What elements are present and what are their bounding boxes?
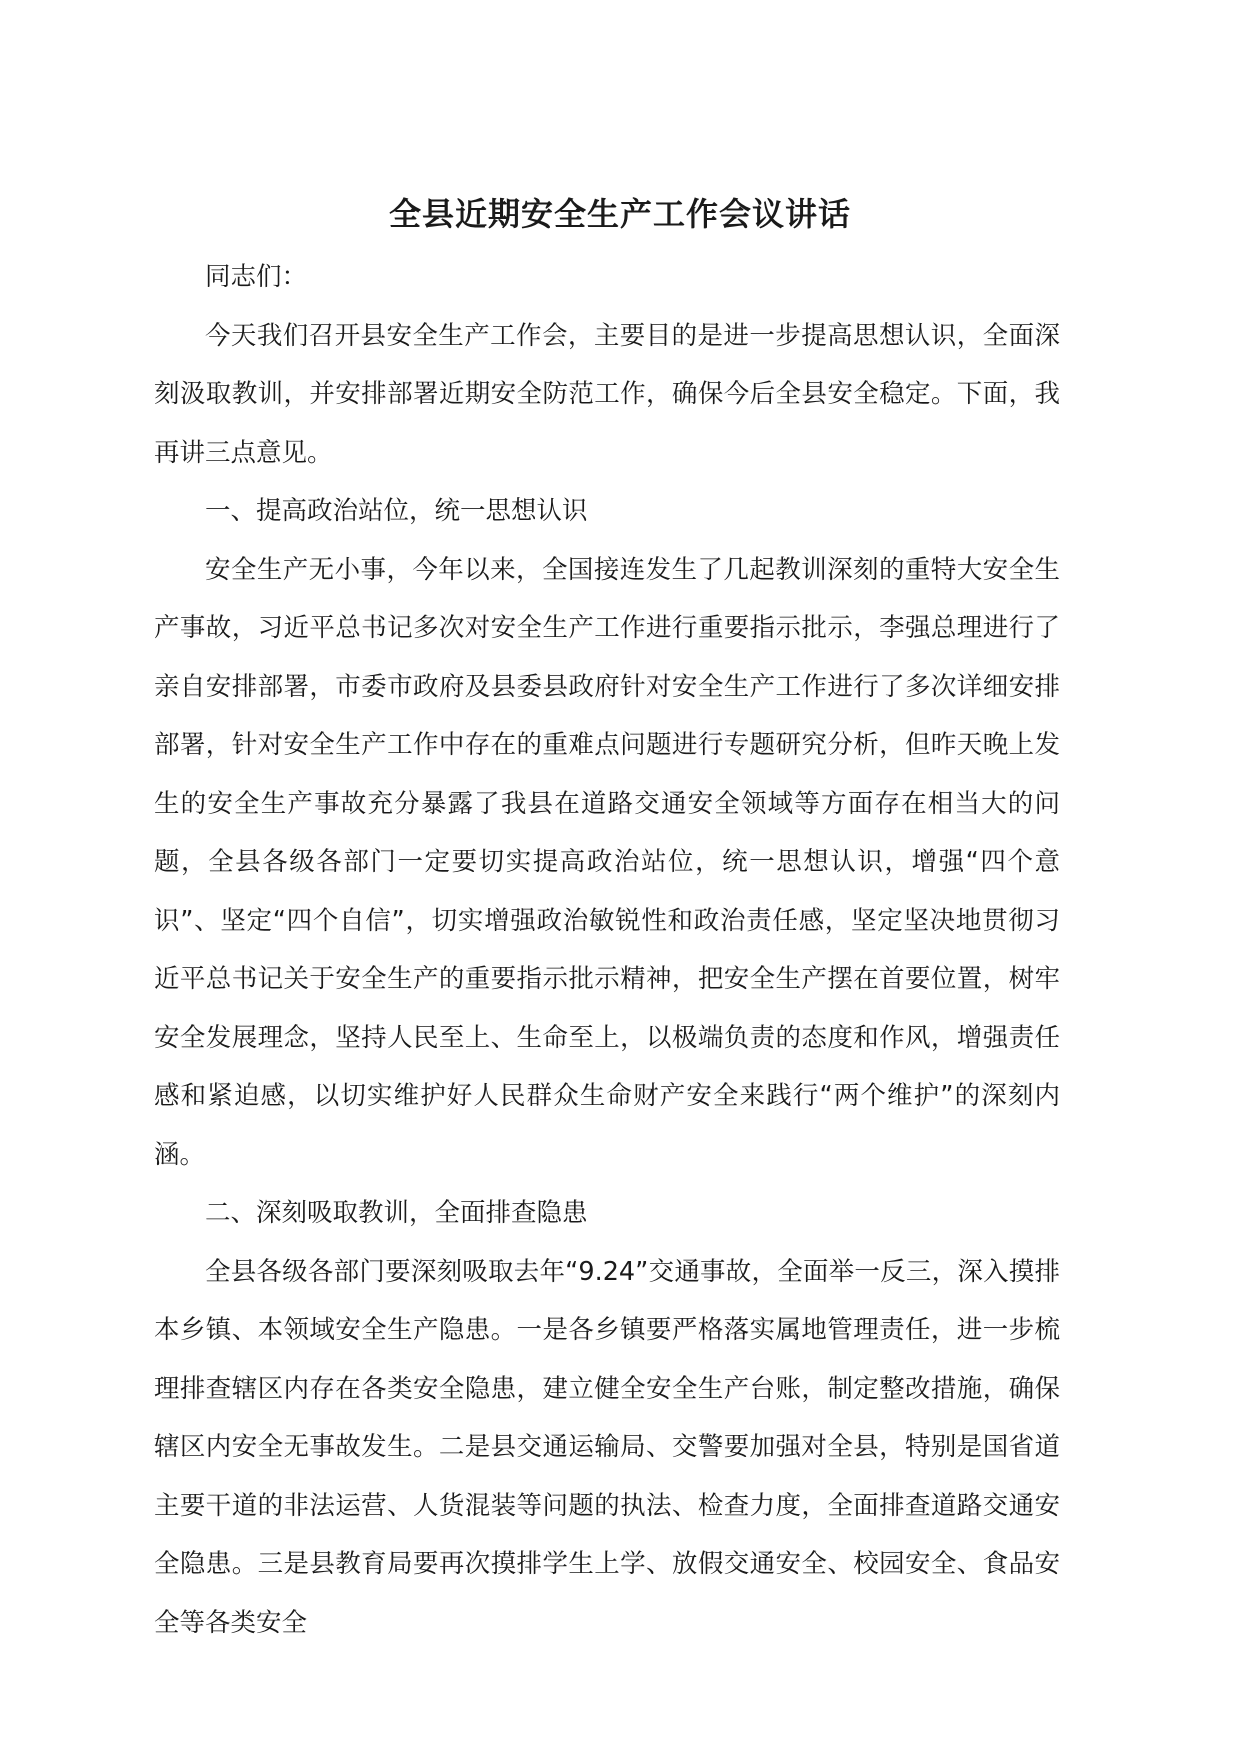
section-2-paragraph: 全县各级各部门要深刻吸取去年“9.24”交通事故，全面举一反三，深入摸排本乡镇、本领域安全生产隐患。一是各乡镇要严格落实属地管理责任，进一步梳理排查辖区内存在各类安全隐患，建立健全安全生产台账，制定整改措施，确保辖区内安全无事故发生。二是县交通运输局、交警要加强对全县，特别是国省道主要干道的非法运营、人货混装等问题的执法、检查力度，全面排查道路交通安全隐患。三是县教育局要再次摸排学生上学、放假交通安全、校园安全、食品安全等各类安全 [154, 1256, 1060, 1638]
intro-paragraph: 今天我们召开县安全生产工作会，主要目的是进一步提高思想认识，全面深刻汲取教训，并安排部署近期安全防范工作，确保今后全县安全稳定。下面，我再讲三点意见。 [154, 320, 1060, 468]
document-body [154, 248, 1060, 1652]
section-heading-2: 二、深刻吸取教训，全面排查隐患 [205, 1198, 588, 1228]
document-title: 全县近期安全生产工作会议讲话 [388, 195, 851, 233]
section-1-paragraph: 安全生产无小事，今年以来，全国接连发生了几起教训深刻的重特大安全生产事故，习近平总书记多次对安全生产工作进行重要指示批示，李强总理进行了亲自安排部署，市委市政府及县委县政府针对安全生产工作进行了多次详细安排部署，针对安全生产工作中存在的重难点问题进行专题研究分析，但昨天晚上发生的安全生产事故充分暴露了我县在道路交通安全领域等方面存在相当大的问题，全县各级各部门一定要切实提高政治站位，统一思想认识，增强“四个意识”、坚定“四个自信”，切实增强政治敏锐性和政治责任感，坚定坚决地贯彻习近平总书记关于安全生产的重要指示批示精神，把安全生产摆在首要位置，树牢安全发展理念，坚持人民至上、生命至上，以极端负责的态度和作风，增强责任感和紧迫感，以切实维护好人民群众生命财产安全来践行“两个维护”的深刻内涵。 [154, 554, 1060, 1170]
salutation: 同志们： [205, 262, 308, 292]
section-heading-1: 一、提高政治站位，统一思想认识 [205, 496, 588, 526]
